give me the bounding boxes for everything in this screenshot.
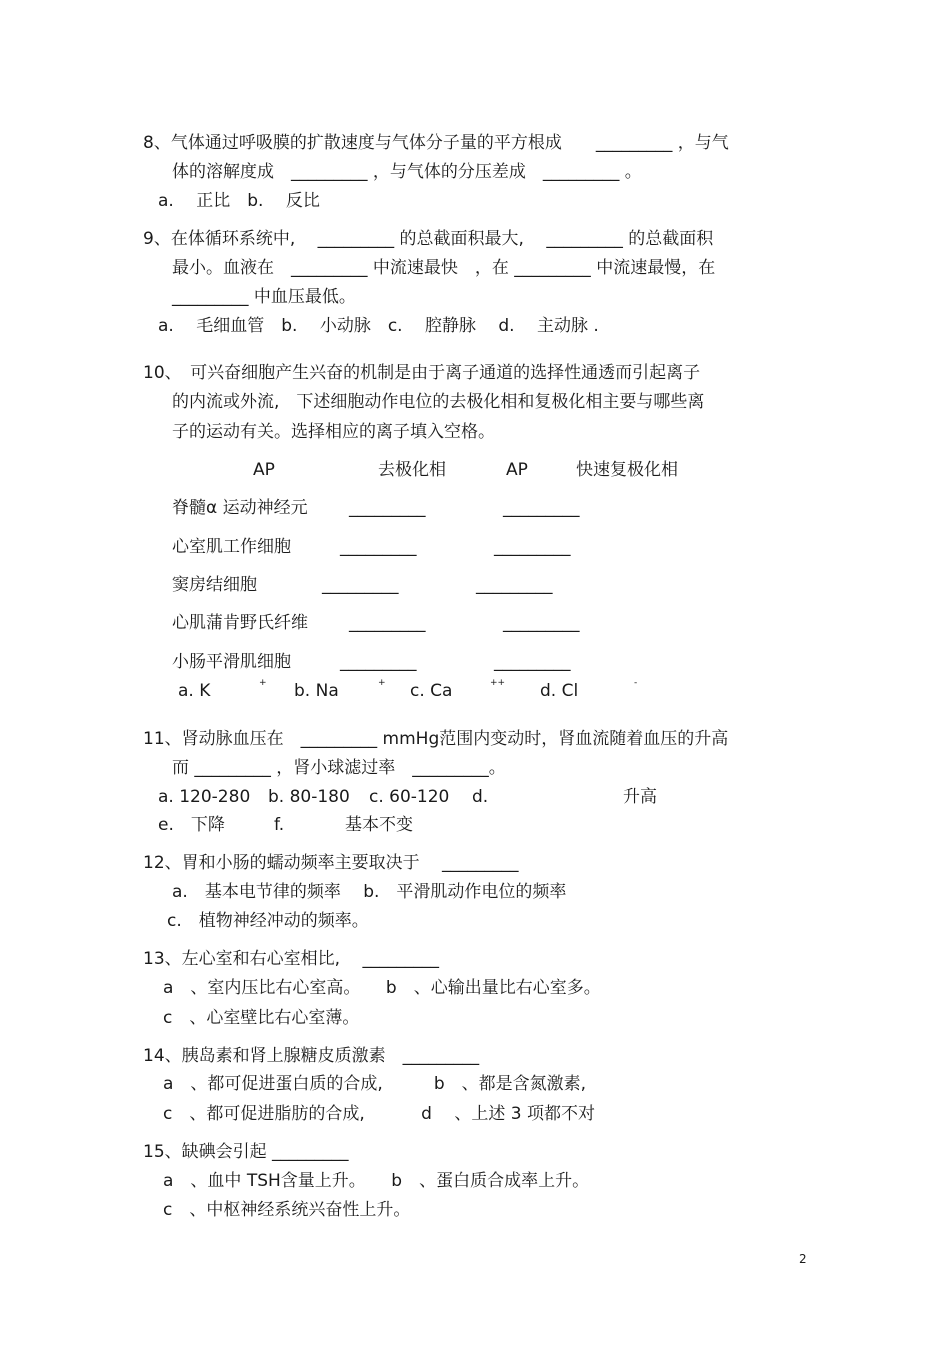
q8-line1: 8、气体通过呼吸膜的扩散速度与气体分子量的平方根成 _________ ，与气 xyxy=(143,133,729,153)
q10-row-blank-a: _________ xyxy=(322,575,399,595)
q14-line1: 14、胰岛素和肾上腺糖皮质激素 _________ xyxy=(143,1046,480,1066)
q9-line1: 9、在体循环系统中, _________ 的总截面积最大, _________ 的总截面积 xyxy=(143,229,714,249)
ion-charge: - xyxy=(634,678,638,688)
q10-line2: 的内流或外流, 下述细胞动作电位的去极化相和复极化相主要与哪些离 xyxy=(172,392,705,412)
q10-row-blank-b: _________ xyxy=(494,537,571,557)
q11-option: d. xyxy=(472,787,489,807)
q13-option-c: c 、心室壁比右心室薄。 xyxy=(163,1008,360,1028)
q9-options: a. 毛细血管 b. 小动脉 c. 腔静脉 d. 主动脉 . xyxy=(158,316,599,336)
q11-option: b. 80-180 xyxy=(268,787,350,807)
q10-row-blank-b: _________ xyxy=(494,652,571,672)
q14-option-cd: c 、都可促进脂肪的合成, d 、上述 3 项都不对 xyxy=(163,1104,595,1124)
q11-option: c. 60-120 xyxy=(369,787,450,807)
q10-row-cell: 脊髓α 运动神经元 xyxy=(172,498,308,518)
q10-header-ap2: AP xyxy=(506,460,528,480)
q11-option: e. 下降 xyxy=(158,815,225,835)
q10-row-cell: 窦房结细胞 xyxy=(172,575,257,595)
q11-option: 基本不变 xyxy=(345,815,413,835)
q10-row-blank-b: _________ xyxy=(503,498,580,518)
q10-row-cell: 心肌蒲肯野氏纤维 xyxy=(172,613,308,633)
q10-row-blank-a: _________ xyxy=(349,613,426,633)
q10-row-blank-b: _________ xyxy=(503,613,580,633)
ion-option: b. Na xyxy=(294,681,339,701)
q10-header-repolarization: 快速复极化相 xyxy=(576,460,678,480)
q10-line3: 子的运动有关。选择相应的离子填入空格。 xyxy=(172,422,495,442)
q12-option-ab: a. 基本电节律的频率 b. 平滑肌动作电位的频率 xyxy=(172,882,567,902)
q13-line1: 13、左心室和右心室相比, _________ xyxy=(143,949,439,969)
q10-row-blank-a: _________ xyxy=(340,652,417,672)
q14-option-ab: a 、都可促进蛋白质的合成, b 、都是含氮激素, xyxy=(163,1074,587,1094)
q10-row-cell: 心室肌工作细胞 xyxy=(172,537,291,557)
ion-charge: + xyxy=(259,678,267,688)
ion-option: c. Ca xyxy=(410,681,453,701)
q12-option-c: c. 植物神经冲动的频率。 xyxy=(167,911,369,931)
q9-line2: 最小。血液在 _________ 中流速最快 ，在 _________ 中流速最慢，在 xyxy=(172,258,716,278)
q10-row-blank-b: _________ xyxy=(476,575,553,595)
q10-row-blank-a: _________ xyxy=(349,498,426,518)
page-number: 2 xyxy=(799,1252,807,1266)
ion-option: a. K xyxy=(178,681,211,701)
q11-option: f. xyxy=(274,815,285,835)
q8-line2: 体的溶解度成 _________ ，与气体的分压差成 _________ 。 xyxy=(172,162,642,182)
q11-line2: 而 _________ ，肾小球滤过率 _________。 xyxy=(172,758,506,778)
q12-line1: 12、胃和小肠的蠕动频率主要取决于 _________ xyxy=(143,853,519,873)
q10-header-depolarization: 去极化相 xyxy=(378,460,446,480)
q15-line1: 15、缺碘会引起 _________ xyxy=(143,1142,349,1162)
q10-line1: 10、 可兴奋细胞产生兴奋的机制是由于离子通道的选择性通透而引起离子 xyxy=(143,363,701,383)
q8-options: a. 正比 b. 反比 xyxy=(158,191,320,211)
q10-header-ap1: AP xyxy=(253,460,275,480)
q13-option-ab: a 、室内压比右心室高。 b 、心输出量比右心室多。 xyxy=(163,978,601,998)
q11-option: a. 120-280 xyxy=(158,787,251,807)
ion-option: d. Cl xyxy=(540,681,579,701)
q9-line3: _________ 中血压最低。 xyxy=(172,287,356,307)
q15-option-ab: a 、血中 TSH含量上升。 b 、蛋白质合成率上升。 xyxy=(163,1171,590,1191)
q10-row-blank-a: _________ xyxy=(340,537,417,557)
q15-option-c: c 、中枢神经系统兴奋性上升。 xyxy=(163,1200,411,1220)
ion-charge: ++ xyxy=(490,678,506,688)
q11-option: 升高 xyxy=(623,787,657,807)
ion-charge: + xyxy=(378,678,386,688)
q11-line1: 11、肾动脉血压在 _________ mmHg范围内变动时，肾血流随着血压的升高 xyxy=(143,729,729,749)
q10-row-cell: 小肠平滑肌细胞 xyxy=(172,652,291,672)
